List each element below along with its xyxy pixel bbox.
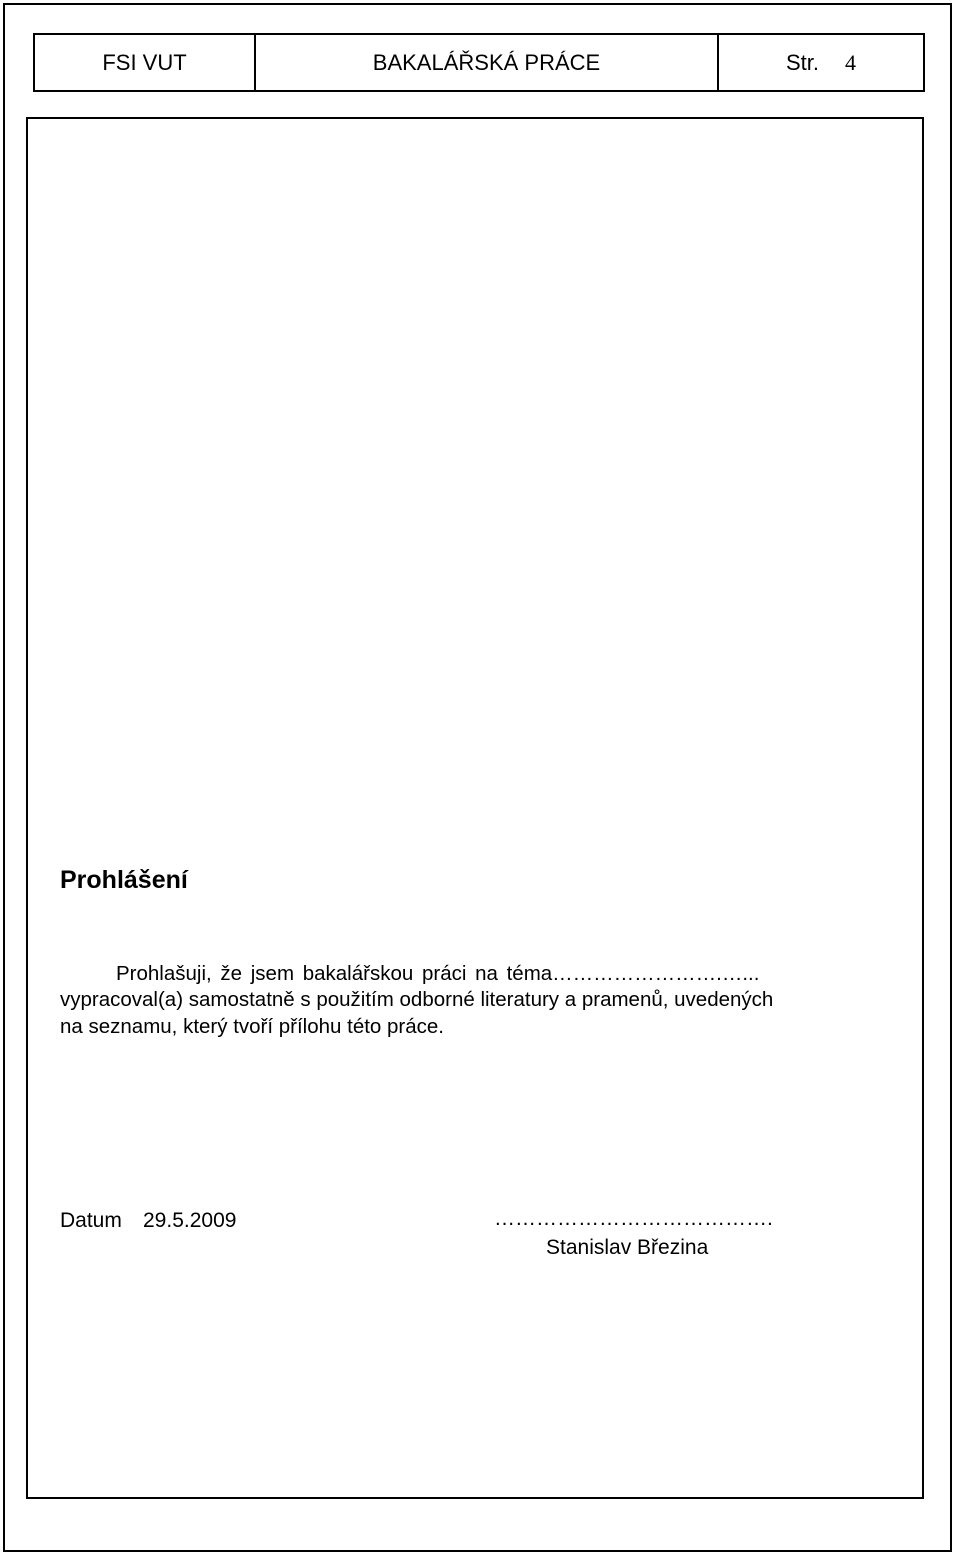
content-frame [26, 117, 924, 1499]
page-header [33, 33, 925, 92]
signature-name: Stanislav Březina [546, 1236, 709, 1259]
date-label: Datum [60, 1209, 122, 1232]
declaration-line-3: na seznamu, který tvoří přílohu této práce. [60, 1015, 444, 1038]
date-value: 29.5.2009 [143, 1209, 237, 1232]
declaration-heading: Prohlášení [60, 866, 188, 894]
header-page-label: Str. [785, 49, 819, 75]
header-school [35, 35, 256, 90]
header-school-text: FSI VUT [102, 49, 187, 75]
declaration-line-1: Prohlašuji, že jsem bakalářskou práci na téma…………………….…... [116, 962, 760, 985]
signature-line: …………………………………. [494, 1207, 773, 1230]
header-document-type [256, 35, 719, 90]
header-document-type-text: BAKALÁŘSKÁ PRÁCE [372, 49, 601, 75]
declaration-line-2: vypracoval(a) samostatně s použitím odborné literatury a pramenů, uvedených [60, 988, 774, 1011]
header-page-number: 4 [845, 49, 856, 75]
header-page [719, 35, 923, 90]
